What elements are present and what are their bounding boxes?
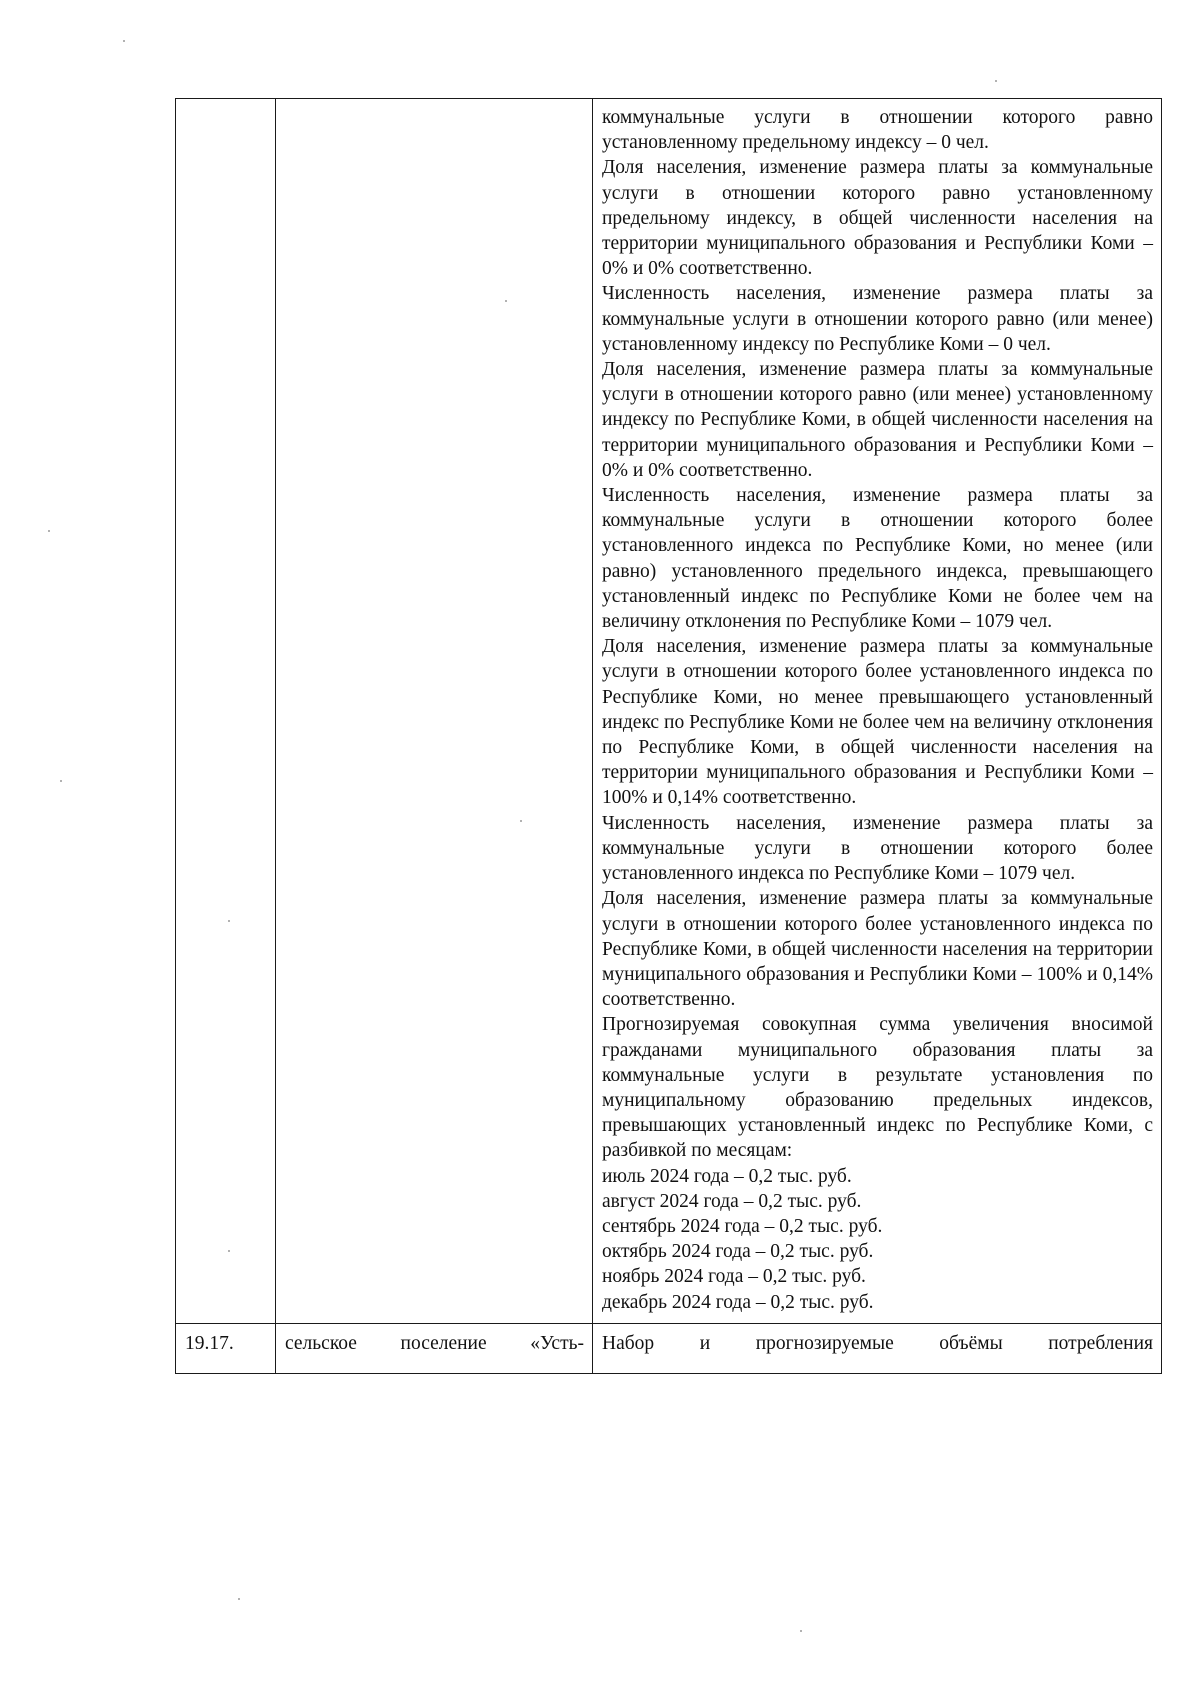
- description-paragraph: Численность населения, изменение размера платы за коммунальные услуги в отношении которого более установленного индекса по Республике Коми, но менее (или равно) установленного предельного индекса, превышающего установленный индекс по Республике Коми не более чем на величину отклонения по Республике Коми – 1079 чел.: [602, 485, 1153, 633]
- document-table: [175, 98, 1162, 1374]
- month-amount-line: сентябрь 2024 года – 0,2 тыс. руб.: [602, 1215, 883, 1237]
- table-row-19-17: [176, 1323, 1162, 1373]
- description-paragraph: Численность населения, изменение размера платы за коммунальные услуги в отношении которого равно (или менее) установленному индексу по Республике Коми – 0 чел.: [602, 283, 1153, 355]
- row-description-cell: [593, 99, 1162, 1324]
- month-amount-line: август 2024 года – 0,2 тыс. руб.: [602, 1190, 862, 1212]
- table-row-continued: [176, 99, 1162, 1324]
- description-paragraph: Доля населения, изменение размера платы за коммунальные услуги в отношении которого равно (или менее) установленному индексу по Республике Коми, в общей численности населения на территории муниципального образования и Республики Коми – 0% и 0% соответственно.: [602, 359, 1153, 481]
- description-paragraph: Доля населения, изменение размера платы за коммунальные услуги в отношении которого более установленного индекса по Республике Коми, но менее превышающего установленный индекс по Республике Коми не более чем на величину отклонения по Республике Коми, в общей численности населения на территории муниципального образования и Республики Коми – 100% и 0,14% соответственно.: [602, 636, 1153, 809]
- row-number-cell: 19.17.: [176, 1323, 276, 1373]
- description-paragraph: Доля населения, изменение размера платы за коммунальные услуги в отношении которого равно установленному предельному индексу, в общей численности населения на территории муниципального образования и Республики Коми – 0% и 0% соответственно.: [602, 157, 1153, 280]
- month-amount-line: октябрь 2024 года – 0,2 тыс. руб.: [602, 1241, 874, 1263]
- row-name-cell: [276, 99, 593, 1324]
- month-amount-line: ноябрь 2024 года – 0,2 тыс. руб.: [602, 1266, 866, 1288]
- description-paragraph: Численность населения, изменение размера платы за коммунальные услуги в отношении которого более установленного индекса по Республике Коми – 1079 чел.: [602, 812, 1153, 885]
- row-number-cell: [176, 99, 276, 1324]
- month-amount-line: декабрь 2024 года – 0,2 тыс. руб.: [602, 1291, 874, 1313]
- description-paragraph: Прогнозируемая совокупная сумма увеличения вносимой гражданами муниципального образования платы за коммунальные услуги в результате установления по муниципальному образованию предельных индексов, превышающих установленный индекс по Республике Коми, с разбивкой по месяцам:: [602, 1014, 1153, 1162]
- row-name-cell: сельское поселение «Усть-: [276, 1323, 593, 1373]
- description-paragraph: Доля населения, изменение размера платы за коммунальные услуги в отношении которого более установленного индекса по Республике Коми, в общей численности населения на территории муниципального образования и Республики Коми – 100% и 0,14% соответственно.: [602, 888, 1153, 1011]
- description-paragraph: коммунальные услуги в отношении которого равно установленному предельному индексу – 0 чел.: [602, 107, 1153, 154]
- row-description-cell: Набор и прогнозируемые объёмы потребления: [593, 1323, 1162, 1373]
- month-amount-line: июль 2024 года – 0,2 тыс. руб.: [602, 1165, 852, 1187]
